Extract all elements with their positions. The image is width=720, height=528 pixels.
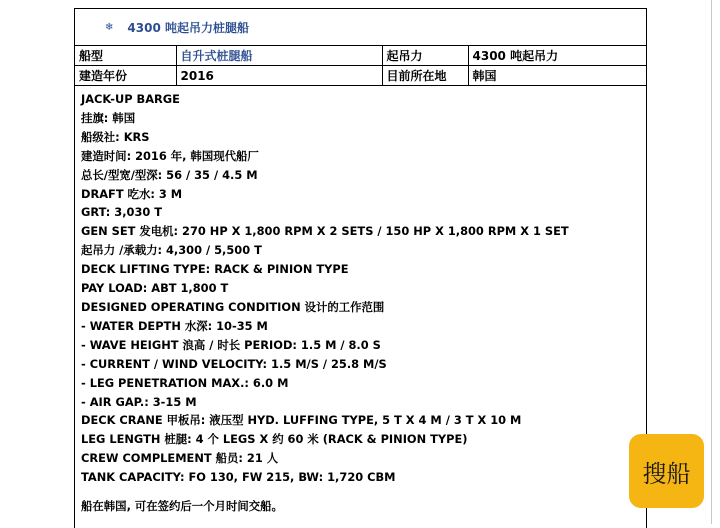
detail-line: LEG LENGTH 桩腿: 4 个 LEGS X 约 60 米 (RACK & PINION TYPE) bbox=[81, 432, 468, 447]
detail-line: PAY LOAD: ABT 1,800 T bbox=[81, 281, 229, 296]
spec-label-location: 目前所在地 bbox=[382, 66, 468, 86]
delivery-note: 船在韩国, 可在签约后一个月时间交船。 bbox=[81, 499, 283, 514]
detail-line: 起吊力 /承载力: 4,300 / 5,500 T bbox=[81, 243, 262, 258]
detail-line: TANK CAPACITY: FO 130, FW 215, BW: 1,720 CBM bbox=[81, 470, 396, 485]
spec-table bbox=[75, 46, 646, 86]
spec-value-build-year: 2016 bbox=[176, 66, 382, 86]
detail-line: DRAFT 吃水: 3 M bbox=[81, 186, 183, 201]
page-edge-divider bbox=[711, 0, 712, 524]
detail-line: 挂旗: 韩国 bbox=[81, 110, 136, 125]
detail-line: DECK LIFTING TYPE: RACK & PINION TYPE bbox=[81, 262, 349, 277]
detail-line: GEN SET 发电机: 270 HP X 1,800 RPM X 2 SETS / 150 HP X 1,800 RPM X 1 SET bbox=[81, 224, 569, 239]
ship-spec-sheet bbox=[74, 8, 647, 528]
table-row bbox=[75, 46, 646, 66]
detail-line: DESIGNED OPERATING CONDITION 设计的工作范围 bbox=[81, 299, 385, 314]
spec-label-build-year: 建造年份 bbox=[75, 66, 176, 86]
detail-line: CREW COMPLEMENT 船员: 21 人 bbox=[81, 451, 279, 466]
spec-value-lift-capacity: 4300 吨起吊力 bbox=[468, 46, 646, 66]
detail-line: 总长/型宽/型深: 56 / 35 / 4.5 M bbox=[81, 167, 258, 182]
spec-value-ship-type: 自升式桩腿船 bbox=[176, 46, 382, 66]
spec-details bbox=[75, 86, 646, 516]
spec-label-ship-type: 船型 bbox=[75, 46, 176, 66]
sheet-title-text: 4300 吨起吊力桩腿船 bbox=[127, 20, 249, 35]
detail-line: - WATER DEPTH 水深: 10-35 M bbox=[81, 318, 268, 333]
soucuan-logo-button[interactable] bbox=[629, 434, 704, 508]
detail-line: GRT: 3,030 T bbox=[81, 205, 163, 220]
spec-label-lift-capacity: 起吊力 bbox=[382, 46, 468, 66]
detail-line: - WAVE HEIGHT 浪高 / 时长 PERIOD: 1.5 M / 8.0 S bbox=[81, 337, 381, 352]
detail-line: 建造时间: 2016 年, 韩国现代船厂 bbox=[81, 148, 259, 163]
detail-line: - LEG PENETRATION MAX.: 6.0 M bbox=[81, 375, 289, 390]
detail-line: DECK CRANE 甲板吊: 液压型 HYD. LUFFING TYPE, 5 T X 4 M / 3 T X 10 M bbox=[81, 413, 522, 428]
detail-line: 船级社: KRS bbox=[81, 129, 150, 144]
detail-line: JACK-UP BARGE bbox=[81, 92, 180, 106]
logo-text: 搜船 bbox=[642, 459, 691, 488]
sheet-title bbox=[75, 9, 646, 46]
detail-line: - CURRENT / WIND VELOCITY: 1.5 M/S / 25.8 M/S bbox=[81, 356, 387, 371]
table-row bbox=[75, 66, 646, 86]
detail-line: - AIR GAP.: 3-15 M bbox=[81, 394, 197, 409]
snowflake-icon: ❄ bbox=[105, 21, 114, 33]
spec-value-location: 韩国 bbox=[468, 66, 646, 86]
